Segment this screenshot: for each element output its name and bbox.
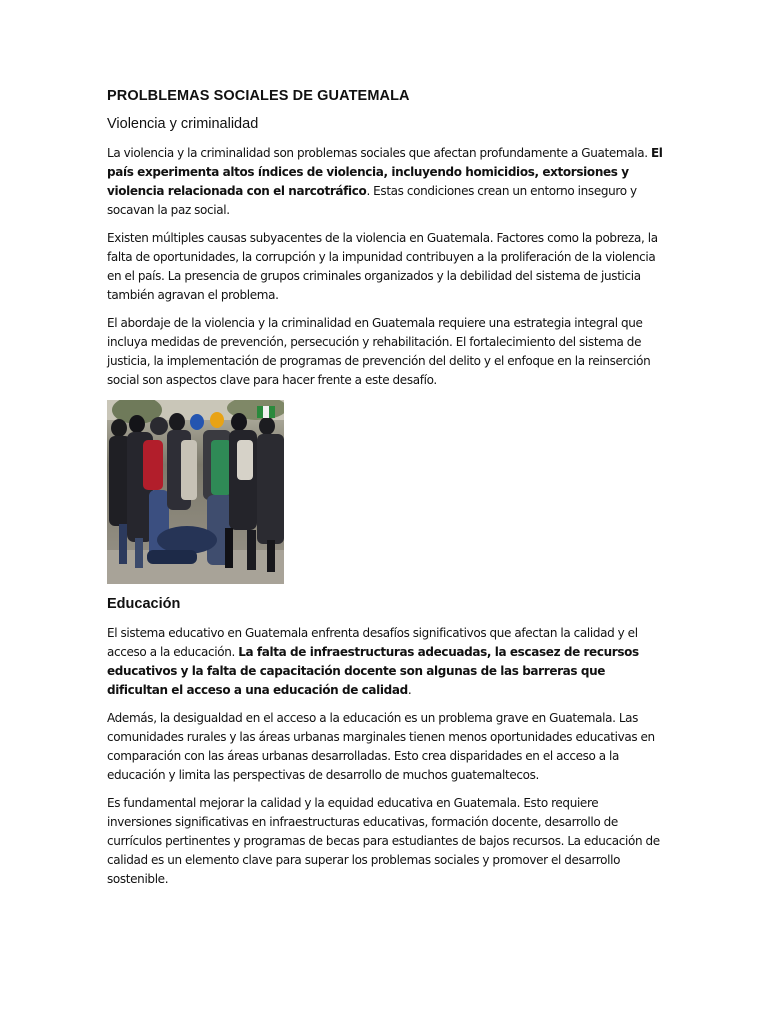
paragraph: Es fundamental mejorar la calidad y la equidad educativa en Guatemala. Esto requiere inversiones significativas en infraestructuras educativas, formación docente, desarrollo de currículos pertinentes y programas de becas para estudiantes de bajos recursos. La educación de calidad es un elemento clave para superar los problemas sociales y promover el desarrollo sostenible. (107, 796, 660, 886)
paragraph: Además, la desigualdad en el acceso a la educación es un problema grave en Guatemala. Las comunidades rurales y las áreas urbanas marginales tienen menos oportunidades educativas en comparación con las áreas urbanas desarrolladas. Esto crea disparidades en el acceso a la educación y limita las perspectivas de desarrollo de muchos guatemaltecos. (107, 711, 655, 782)
crowd-photo (107, 400, 284, 584)
paragraph-text: . (407, 683, 412, 697)
section-heading-educacion: Educación (107, 596, 181, 612)
paragraph-text: . Estas condiciones crean un entorno inseguro y socavan la paz social. (107, 184, 637, 217)
paragraph: Existen múltiples causas subyacentes de la violencia en Guatemala. Factores como la pobreza, la falta de oportunidades, la corrupción y la impunidad contribuyen a la proliferación de la violencia en el país. La presencia de grupos criminales organizados y la debilidad del sistema de justicia también agravan el problema. (107, 231, 658, 302)
document-page (107, 88, 663, 898)
paragraph: El abordaje de la violencia y la criminalidad en Guatemala requiere una estrategia integral que incluya medidas de prevención, persecución y rehabilitación. El fortalecimiento del sistema de justicia, la implementación de programas de prevención del delito y el enfoque en la reinserción social son aspectos clave para hacer frente a este desafío. (107, 316, 651, 387)
paragraph-bold-text: La falta de infraestructuras adecuadas, la escasez de recursos educativos y la falta de capacitación docente son algunas de las barreras que dificultan el acceso a una educación de calidad (107, 645, 639, 697)
paragraph (107, 144, 663, 220)
section-heading-violencia: Violencia y criminalidad (107, 116, 259, 132)
paragraph-text: La violencia y la criminalidad son problemas sociales que afectan profundamente a Guatemala. (107, 146, 651, 160)
paragraph-text: El sistema educativo en Guatemala enfrenta desafíos significativos que afectan la calidad y el acceso a la educación. (107, 626, 638, 659)
paragraph-bold-text: El país experimenta altos índices de violencia, incluyendo homicidios, extorsiones y violencia relacionada con el narcotráfico (107, 146, 663, 198)
paragraph (107, 624, 663, 700)
document-title: PROLBLEMAS SOCIALES DE GUATEMALA (107, 88, 410, 104)
